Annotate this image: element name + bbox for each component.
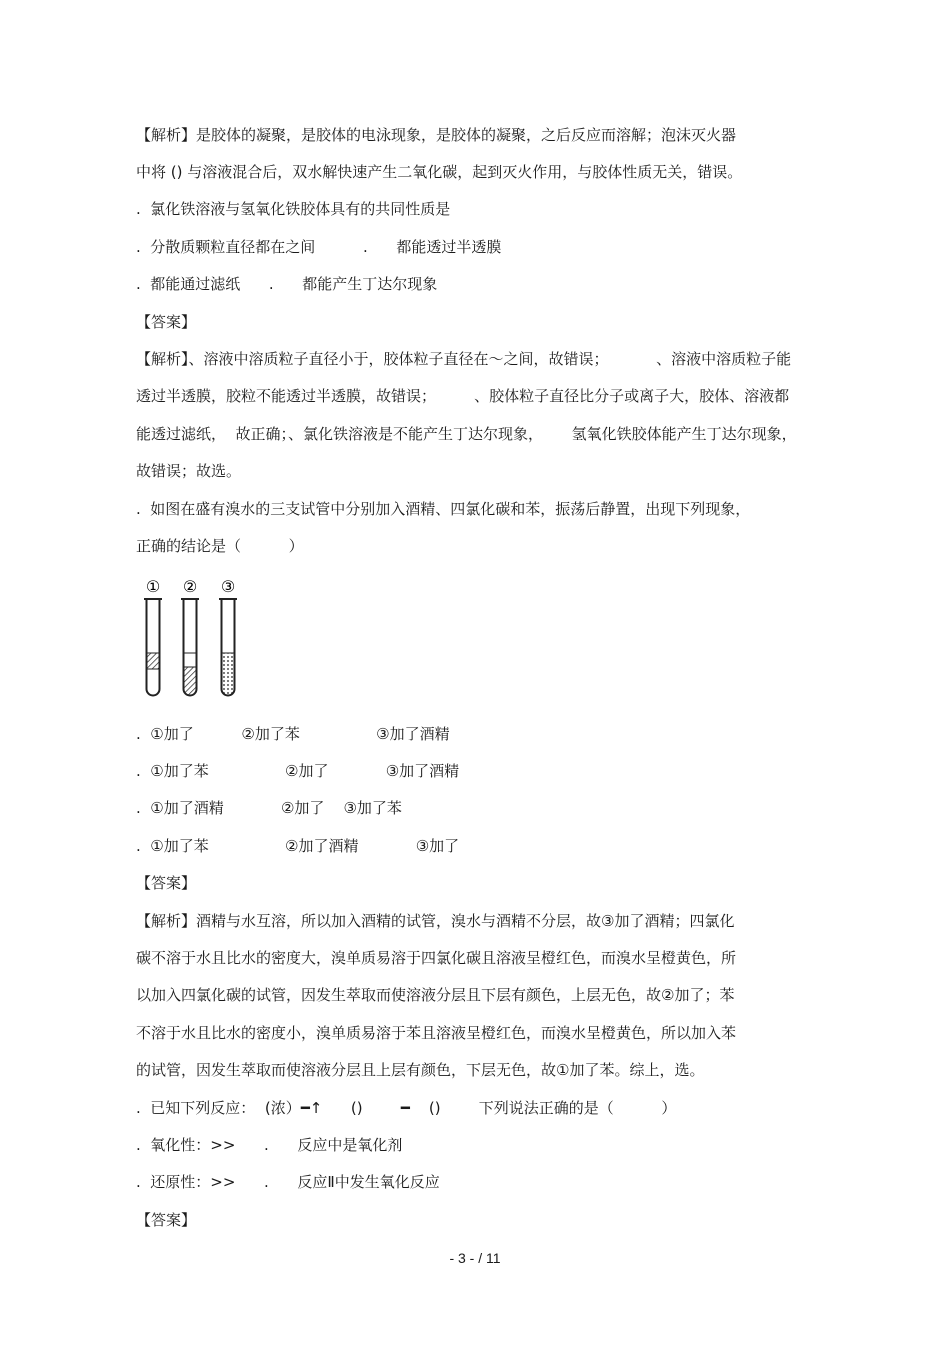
page-number: - 3 - / 11: [449, 1250, 501, 1266]
text-line: 【解析】、溶液中溶质粒子直径小于，胶体粒子直径在～之间，故错误； 、溶液中溶质粒子能: [136, 350, 792, 368]
answer-option: . 都能通过滤纸 . 都能产生丁达尔现象: [136, 275, 438, 293]
question-stem: . 已知下列反应： (浓）━↑ () ━ () 下列说法正确的是（ ）: [136, 1099, 677, 1117]
tube-label: ③: [220, 577, 236, 596]
text-line: 中将 () 与溶液混合后，双水解快速产生二氧化碳，起到灭火作用，与胶体性质无关，错误。: [136, 163, 743, 181]
question-stem: . 如图在盛有溴水的三支试管中分别加入酒精、四氯化碳和苯，振荡后静置，出现下列现象，: [136, 500, 751, 518]
answer-heading: 【答案】: [136, 313, 197, 331]
colored-layer-bottom: [184, 667, 197, 695]
question-stem: . 氯化铁溶液与氢氧化铁胶体具有的共同性质是: [136, 200, 451, 218]
text-line: 能透过滤纸， 故正确；、氯化铁溶液是不能产生丁达尔现象， 氢氧化铁胶体能产生丁达尔现象，: [136, 425, 797, 443]
answer-option: . 氧化性：>> . 反应中是氧化剂: [136, 1136, 403, 1154]
text-line: 的试管，因发生萃取而使溶液分层且上层有颜色，下层无色，故①加了苯。综上，选。: [136, 1061, 705, 1079]
text-line: 【解析】是胶体的凝聚，是胶体的电泳现象，是胶体的凝聚，之后反应而溶解；泡沫灭火器: [136, 126, 737, 144]
answer-heading: 【答案】: [136, 874, 197, 892]
text-line: 以加入四氯化碳的试管，因发生萃取而使溶液分层且下层有颜色，上层无色，故②加了；苯: [136, 986, 735, 1004]
uniform-solution: [222, 653, 235, 696]
test-tube-1: [144, 577, 162, 696]
test-tube-2: [181, 577, 199, 695]
tube-label: ②: [182, 577, 198, 596]
text-line: 透过半透膜，胶粒不能透过半透膜，故错误； 、胶体粒子直径比分子或离子大，胶体、溶液都: [136, 387, 790, 405]
answer-option: . ①加了酒精 ②加了 ③加了苯: [136, 799, 402, 817]
text-line: 【解析】酒精与水互溶，所以加入酒精的试管，溴水与酒精不分层，故③加了酒精；四氯化: [136, 912, 735, 930]
question-stem: 正确的结论是（ ）: [136, 537, 304, 555]
answer-option: . ①加了 ②加了苯 ③加了酒精: [136, 725, 450, 743]
test-tubes-figure: [138, 575, 248, 700]
answer-option: . ①加了苯 ②加了 ③加了酒精: [136, 762, 460, 780]
answer-option: . 还原性：>> . 反应Ⅱ中发生氧化反应: [136, 1173, 440, 1191]
text-line: 碳不溶于水且比水的密度大，溴单质易溶于四氯化碳且溶液呈橙红色，而溴水呈橙黄色，所: [136, 949, 737, 967]
answer-option: . ①加了苯 ②加了酒精 ③加了: [136, 837, 460, 855]
colored-layer-top: [147, 653, 160, 669]
answer-option: . 分散质颗粒直径都在之间 . 都能透过半透膜: [136, 238, 502, 256]
text-line: 故错误；故选。: [136, 462, 242, 480]
tube-label: ①: [145, 577, 161, 596]
answer-heading: 【答案】: [136, 1211, 197, 1229]
test-tube-3: [219, 577, 237, 696]
text-line: 不溶于水且比水的密度小，溴单质易溶于苯且溶液呈橙红色，而溴水呈橙黄色，所以加入苯: [136, 1024, 737, 1042]
